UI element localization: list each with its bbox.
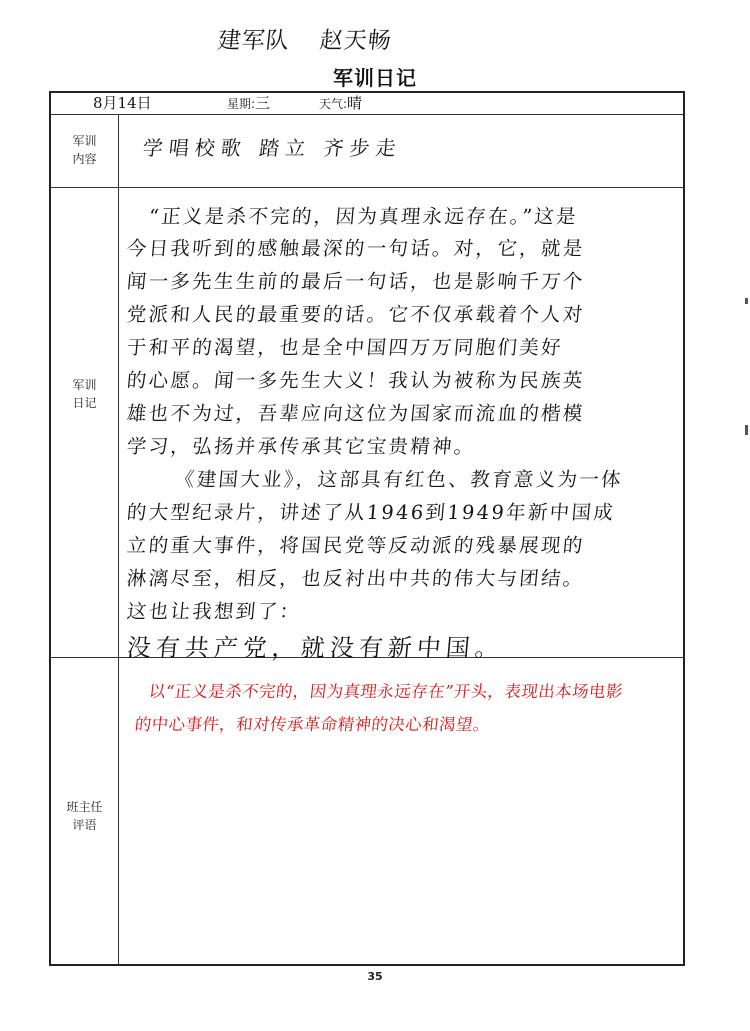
name-line <box>216 22 393 55</box>
page-number: 35 <box>367 970 383 983</box>
training-content-row <box>51 115 683 188</box>
date-field <box>93 93 152 114</box>
diary-line: 这也让我想到了： <box>125 600 303 623</box>
diary-label <box>51 376 118 412</box>
scan-edge-mark <box>745 298 748 304</box>
teacher-comment-label-line1: 班主任 <box>66 800 103 814</box>
training-content-value: 学唱校歌 踏立 齐步走 <box>141 136 403 160</box>
diary-line: 雄也不为过，吾辈应向这位为国家而流血的楷模 <box>125 402 586 425</box>
weekday-field <box>227 93 270 114</box>
diary-line: 立的重大事件，将国民党等反动派的残暴展现的 <box>125 534 586 557</box>
diary-line: 学习，弘扬并承传承其它宝贵精神。 <box>125 435 477 458</box>
team-name: 建军队 <box>216 28 292 54</box>
diary-line: 淋漓尽至，相反，也反衬出中共的伟大与团结。 <box>125 567 586 590</box>
weather-field <box>319 93 362 114</box>
diary-line: 的大型纪录片，讲述了从1946到1949年新中国成 <box>125 501 617 524</box>
diary-line: 党派和人民的最重要的话。它不仅承载着个人对 <box>125 303 586 326</box>
training-content-label-line1: 军训 <box>72 134 97 148</box>
diary-line: 没有共产党，就没有新中国。 <box>125 634 506 662</box>
comment-line: 的中心事件，和对传承革命精神的决心和渴望。 <box>133 715 491 734</box>
comment-line: 以“正义是杀不完的，因为真理永远存在”开头，表现出本场电影 <box>147 682 624 701</box>
diary-line: 闻一多先生生前的最后一句话，也是影响千万个 <box>125 270 586 293</box>
diary-line: 《建国大业》，这部具有红色、教育意义为一体 <box>173 468 624 491</box>
diary-line: 的心愿。闻一多先生大义！我认为被称为民族英 <box>125 369 586 392</box>
diary-line: “正义是杀不完的，因为真理永远存在。”这是 <box>147 205 579 228</box>
diary-form <box>49 91 685 966</box>
teacher-comment-row <box>51 658 683 964</box>
diary-label-line2: 日记 <box>72 396 97 410</box>
weekday-value: 三 <box>255 94 271 112</box>
teacher-comment-label-line2: 评语 <box>72 818 97 832</box>
weather-label: 天气: <box>319 97 348 111</box>
training-content-label <box>51 132 118 168</box>
diary-line: 今日我听到的感触最深的一句话。对，它，就是 <box>125 237 586 260</box>
scan-edge-mark <box>745 425 748 435</box>
diary-label-line1: 军训 <box>72 378 97 392</box>
training-content-label-line2: 内容 <box>72 152 97 166</box>
meta-row <box>51 93 683 115</box>
student-name: 赵天畅 <box>318 28 394 54</box>
diary-line: 于和平的渴望，也是全中国四万万同胞们美好 <box>125 336 564 359</box>
weekday-label: 星期: <box>227 97 256 111</box>
teacher-comment-label <box>51 798 118 834</box>
page-title: 军训日记 <box>333 66 417 90</box>
weather-value: 晴 <box>347 94 363 112</box>
column-divider <box>118 115 119 964</box>
date-value: 8月14日 <box>93 94 152 112</box>
